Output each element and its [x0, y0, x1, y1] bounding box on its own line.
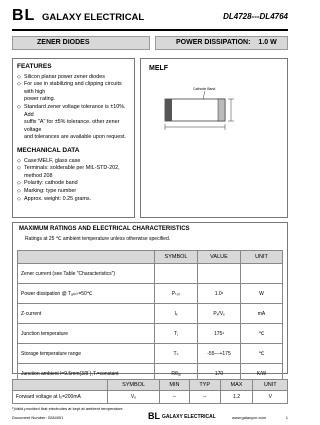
max-cell: 1.2 [220, 391, 253, 404]
footer-logo: BL [148, 411, 160, 421]
symbol-cell: Tₛ [155, 344, 198, 364]
website-url: www.galaxycn.com [231, 415, 266, 420]
unit-cell: K/W [241, 364, 283, 384]
typ-cell: -- [189, 391, 220, 404]
column-header: TYP [189, 380, 220, 391]
param-cell: Storage temperature range [18, 344, 155, 364]
column-header: MAX [220, 380, 253, 391]
features-panel [12, 58, 135, 218]
package-name: MELF [149, 65, 169, 72]
unit-cell: mA [241, 304, 283, 324]
symbol-cell: Rθⱼₐ [155, 364, 198, 384]
part-number-range: DL4728---DL4764 [223, 12, 288, 21]
header-rule [12, 29, 288, 31]
unit-cell: W [241, 284, 283, 304]
electrical-characteristics-table [12, 379, 288, 404]
table-row [18, 324, 283, 344]
column-header [18, 251, 155, 264]
table-row [18, 344, 283, 364]
table-row [18, 304, 283, 324]
unit-cell: V [253, 391, 288, 404]
table-row [18, 284, 283, 304]
list-item: and tolerances are available upon request. [24, 134, 126, 141]
param-cell: Zener current (see Table "Characteristics") [18, 264, 155, 284]
max-ratings-section [12, 222, 288, 377]
power-dissipation-bar [155, 36, 288, 50]
unit-cell: ℃ [241, 324, 283, 344]
max-ratings-note: Ratings at 25 ℃ ambient temperature unless otherwise specified. [25, 236, 171, 242]
table-header-row [18, 251, 283, 264]
column-header: VALUE [198, 251, 241, 264]
product-title: ZENER DIODES [37, 39, 90, 46]
value-cell: -55---+175 [198, 344, 241, 364]
symbol-cell: Pₜₒₜ [155, 284, 198, 304]
max-ratings-table [17, 250, 283, 384]
param-cell: Forward voltage at Iₒ=200mA [13, 391, 108, 404]
features-heading: FEATURES [17, 63, 52, 70]
page-header [12, 7, 288, 26]
max-ratings-title: MAXIMUM RATINGS AND ELECTRICAL CHARACTERISTICS [19, 226, 190, 232]
param-cell: Junction temperature [18, 324, 155, 344]
value-cell [198, 264, 241, 284]
cathode-band-label: Cathode Band [193, 87, 216, 91]
column-header: UNIT [253, 380, 288, 391]
list-item: ◇ Silicon planar power zener diodes [17, 74, 130, 82]
brand-logo: BL [12, 7, 36, 24]
features-list [17, 74, 130, 142]
symbol-cell: Tⱼ [155, 324, 198, 344]
unit-cell [241, 264, 283, 284]
symbol-cell: Vₒ [108, 391, 160, 404]
list-item: ◇ Approx. weight: 0.25 grams. [17, 196, 130, 204]
power-value: 1.0 W [258, 39, 277, 46]
list-item: suffix "A" for ±5% tolerance. other zener voltage [24, 119, 120, 133]
column-header: SYMBOL [108, 380, 160, 391]
value-cell: 1.0¹ [198, 284, 241, 304]
unit-cell: ℃ [241, 344, 283, 364]
cathode-leader-line [203, 91, 205, 99]
column-header: UNIT [241, 251, 283, 264]
list-item: ◇ Marking: type number [17, 188, 130, 196]
mechanical-list [17, 158, 130, 204]
mechanical-heading: MECHANICAL DATA [17, 146, 80, 154]
table-row [13, 391, 288, 404]
symbol-cell: Iₓ [155, 304, 198, 324]
package-panel [140, 58, 288, 218]
list-item: ◇ For use in stabilizing and clipping circuits with high [17, 81, 130, 96]
page-footer [12, 411, 288, 423]
column-header [13, 380, 108, 391]
footer-company: GALAXY ELECTRICAL [162, 414, 216, 420]
list-item: ◇ Polarity: cathode band [17, 180, 130, 188]
param-cell: Junction ambient l=9.5mm(3/8´),Tₗ=constant [18, 364, 155, 384]
list-item: ◇ Terminals: solderable per MIL-STD-202, method 208 [17, 165, 130, 180]
param-cell: Power dissipation @ Tₐₘ♭=50℃ [18, 284, 155, 304]
min-cell: -- [160, 391, 190, 404]
page-number: 1 [285, 415, 288, 420]
value-cell: Pₓ/Vₓ [198, 304, 241, 324]
document-number: Document Number: 0284001 [12, 415, 64, 420]
company-name: GALAXY ELECTRICAL [42, 12, 145, 23]
power-label: POWER DISSIPATION: [176, 39, 251, 46]
symbol-cell [155, 264, 198, 284]
value-cell: 170 [198, 364, 241, 384]
diode-body-outline [165, 99, 225, 121]
table-header-row [13, 380, 288, 391]
cathode-band [165, 99, 172, 121]
column-header: MIN [160, 380, 190, 391]
list-item: ◇ Standard zener voltage tolerance is ±10%. Add [17, 104, 130, 119]
table-row [18, 264, 283, 284]
param-cell: Z-current [18, 304, 155, 324]
product-title-bar [12, 36, 150, 50]
column-header: SYMBOL [155, 251, 198, 264]
value-cell: 175¹ [198, 324, 241, 344]
list-item: power rating. [24, 96, 56, 103]
footnote: ¹)Valid provided that electrodes at kept at ambient temperature. [12, 406, 124, 411]
melf-package-drawing [149, 77, 279, 147]
anode-cap [218, 99, 225, 121]
list-item: ◇ Case:MELF, glass case [17, 158, 130, 166]
